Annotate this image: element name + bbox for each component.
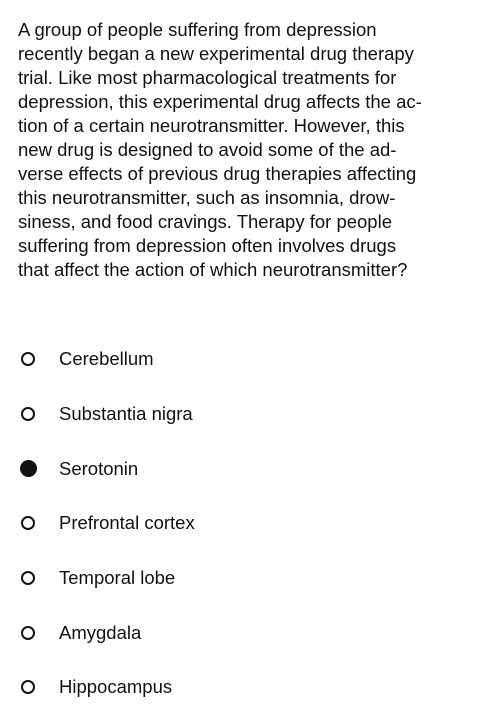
radio-button[interactable] bbox=[21, 680, 35, 694]
question-line: trial. Like most pharmacological treatments for bbox=[18, 67, 397, 88]
answer-option-label[interactable]: Substantia nigra bbox=[59, 403, 193, 425]
answer-option-hippocampus[interactable] bbox=[0, 660, 488, 715]
answer-option-serotonin[interactable] bbox=[0, 441, 488, 496]
question-line: siness, and food cravings. Therapy for people bbox=[18, 211, 392, 232]
answer-option-label[interactable]: Amygdala bbox=[59, 621, 142, 643]
radio-button[interactable] bbox=[21, 352, 35, 366]
question-line: that affect the action of which neurotransmitter? bbox=[18, 259, 408, 280]
question-line: tion of a certain neurotransmitter. However, this bbox=[18, 115, 405, 136]
answer-option-cerebellum[interactable] bbox=[0, 332, 488, 387]
question-line: suffering from depression often involves drugs bbox=[18, 235, 397, 256]
question-line: A group of people suffering from depression bbox=[18, 19, 377, 40]
question-line: this neurotransmitter, such as insomnia, drow- bbox=[18, 187, 396, 208]
answer-option-label[interactable]: Serotonin bbox=[59, 457, 139, 479]
answer-option-amygdala[interactable] bbox=[0, 605, 488, 660]
answer-option-prefrontal-cortex[interactable] bbox=[0, 496, 488, 551]
question-text bbox=[18, 18, 474, 282]
radio-button[interactable] bbox=[21, 407, 35, 421]
radio-button[interactable] bbox=[21, 626, 35, 640]
question-line: depression, this experimental drug affects the ac- bbox=[18, 91, 422, 112]
answer-option-substantia-nigra[interactable] bbox=[0, 387, 488, 442]
radio-button[interactable] bbox=[21, 571, 35, 585]
answer-option-label[interactable]: Temporal lobe bbox=[59, 567, 176, 589]
radio-button[interactable] bbox=[20, 460, 37, 477]
answer-option-label[interactable]: Cerebellum bbox=[59, 348, 154, 370]
radio-button[interactable] bbox=[21, 516, 35, 530]
answer-options bbox=[0, 332, 488, 715]
answer-option-label[interactable]: Hippocampus bbox=[59, 676, 173, 698]
question-line: new drug is designed to avoid some of the ad- bbox=[18, 139, 397, 160]
question-line: recently began a new experimental drug therapy bbox=[18, 43, 414, 64]
answer-option-label[interactable]: Prefrontal cortex bbox=[59, 512, 195, 534]
answer-option-temporal-lobe[interactable] bbox=[0, 551, 488, 606]
question-line: verse effects of previous drug therapies affecting bbox=[18, 163, 417, 184]
